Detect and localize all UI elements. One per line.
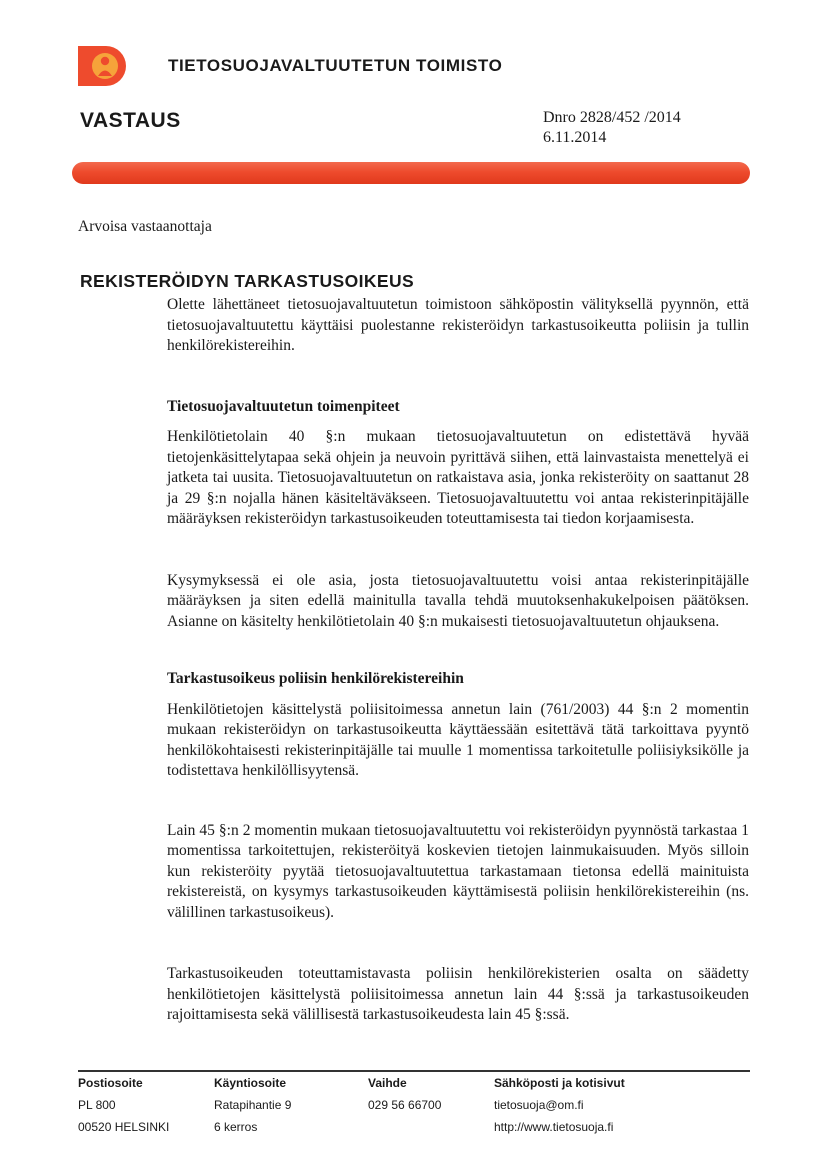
footer-line: Ratapihantie 9 [214, 1098, 292, 1112]
paragraph: Kysymyksessä ei ole asia, josta tietosuojavaltuutettu voisi antaa rekisterinpitäjälle määräyksen ja siten edellä mainitulla tavalla tehdä muutoksenhakukelpoisen päätöksen. Asianne on käsitelty henkilötietolain 40 §:n mukaisesti tietosuojavaltuutetun ohjauksena. [167, 571, 749, 630]
footer-visiting-address [214, 1075, 291, 1141]
organization-name: TIETOSUOJAVALTUUTETUN TOIMISTO [168, 56, 503, 75]
document-date: 6.11.2014 [543, 129, 607, 146]
intro-paragraph: Olette lähettäneet tietosuojavaltuutetun toimistoon sähköpostin välityksellä pyynnön, että tietosuojavaltuutettu käyttäisi puolestanne rekisteröidyn tarkastusoikeutta poliisin ja tullin henkilörekistereihin. [167, 296, 749, 354]
paragraph: Lain 45 §:n 2 momentin mukaan tietosuojavaltuutettu voi rekisteröidyn pyynnöstä tarkastaa 1 momentissa tarkoitettujen, rekisteröityä koskevien tietojen lainmukaisuuden. Myös silloin kun rekisteröity pyytää tietosuojavaltuutettua tarkastamaan tietonsa edellä mainituista rekistereistä, on kysymys tarkastusoikeuden käyttämisestä poliisin henkilörekistereihin (ns. välillinen tarkastusoikeus). [167, 821, 749, 921]
footer-phone [368, 1075, 441, 1119]
footer-heading: Vaihde [368, 1076, 407, 1090]
org-logo-icon [78, 46, 128, 86]
letter-heading: REKISTERÖIDYN TARKASTUSOIKEUS [80, 271, 415, 291]
footer-email: tietosuoja@om.fi [494, 1098, 584, 1112]
footer-postal-address [78, 1075, 169, 1141]
paragraph: Henkilötietolain 40 §:n mukaan tietosuojavaltuutetun on edistettävä hyvää tietojenkäsittelytapaa sekä ohjein ja neuvoin pyrittävä siihen, että lainvastaista menettelyä ei jatketa tai uusita. Tietosuojavaltuutetun on ratkaistava asia, jonka rekisteröity on saattanut 28 ja 29 §:n nojalla hänen käsiteltäväkseen. Tietosuojavaltuutettu voi antaa rekisterinpitäjälle määräyksen rekisteröidyn tarkastusoikeuden toteuttamisesta tai tiedon korjaamisesta. [167, 428, 749, 527]
footer-line: 029 56 66700 [368, 1098, 442, 1112]
letter-body [167, 295, 749, 1026]
footer-heading: Postiosoite [78, 1076, 143, 1090]
footer-contact [494, 1075, 625, 1141]
document-type: VASTAUS [80, 109, 181, 132]
footer-line: PL 800 [78, 1098, 116, 1112]
paragraph: Henkilötietojen käsittelystä poliisitoimessa annetun lain (761/2003) 44 §:n 2 momentin mukaan rekisteröidyn on tarkastusoikeutta käyttäessään esitettävä tätä tarkoittava pyyntö henkilökohtaisesti rekisterinpitäjälle tai muulle 1 momentissa tarkoitetulle poliisiyksikölle ja todistettava henkilöllisyytensä. [167, 700, 749, 779]
section-heading-police-registers: Tarkastusoikeus poliisin henkilörekistereihin [167, 670, 464, 687]
footer-divider [78, 1070, 750, 1072]
footer-website: http://www.tietosuoja.fi [494, 1120, 614, 1134]
footer-heading: Sähköposti ja kotisivut [494, 1076, 625, 1090]
paragraph: Tarkastusoikeuden toteuttamistavasta poliisin henkilörekisterien osalta on säädetty henkilötietojen käsittelystä poliisitoimessa annetun lain 44 §:ssä ja tarkastusoikeuden rajoittamisesta sekä välillisestä tarkastusoikeudesta lain 45 §:ssä. [167, 965, 749, 1023]
footer-line: 00520 HELSINKI [78, 1120, 170, 1134]
document-number: Dnro 2828/452 /2014 [543, 109, 681, 126]
footer-heading: Käyntiosoite [214, 1076, 287, 1090]
document-meta [543, 108, 681, 148]
footer-line: 6 kerros [214, 1120, 258, 1134]
header-accent-bar [72, 162, 750, 184]
section-heading-measures: Tietosuojavaltuutetun toimenpiteet [167, 397, 400, 415]
salutation: Arvoisa vastaanottaja [78, 218, 212, 235]
